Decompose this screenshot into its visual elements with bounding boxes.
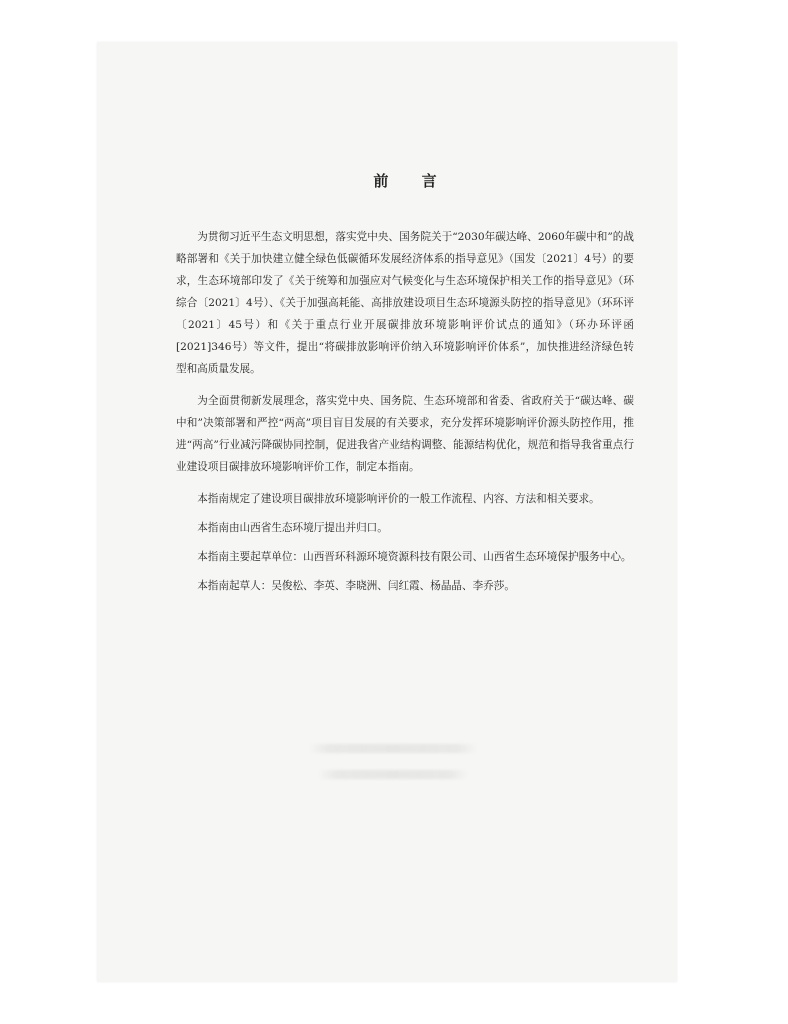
show-through-text	[318, 770, 468, 779]
show-through-text	[308, 744, 478, 753]
paragraph: 为贯彻习近平生态文明思想，落实党中央、国务院关于“2030年碳达峰、2060年碳中和”的战略部署和《关于加快建立健全绿色低碳循环发展经济体系的指导意见》（国发〔2021〕4号）的要求，生态环境部印发了《关于统筹和加强应对气候变化与生态环境保护相关工作的指导意见》（环综合〔2021〕4号）、《关于加强高耗能、高排放建设项目生态环境源头防控的指导意见》（环环评〔2021〕45号）和《关于重点行业开展碳排放环境影响评价试点的通知》（环办环评函[2021]346号）等文件，提出“将碳排放影响评价纳入环境影响评价体系”，加快推进经济绿色转型和高质量发展。	[176, 231, 634, 375]
paragraph: 本指南起草人：吴俊松、李英、李晓洲、闫红霞、杨晶晶、李乔莎。	[197, 580, 515, 592]
paragraph: 为全面贯彻新发展理念，落实党中央、国务院、生态环境部和省委、省政府关于“碳达峰、碳中和”决策部署和严控“两高”项目盲目发展的有关要求，充分发挥环境影响评价源头防控作用，推进“两高”行业减污降碳协同控制，促进我省产业结构调整、能源结构优化，规范和指导我省重点行业建设项目碳排放环境影响评价工作，制定本指南。	[176, 395, 634, 473]
paragraph: 本指南主要起草单位：山西晋环科源环境资源科技有限公司、山西省生态环境保护服务中心。	[197, 551, 632, 563]
page-content	[176, 170, 634, 604]
paragraph: 本指南规定了建设项目碳排放环境影响评价的一般工作流程、内容、方法和相关要求。	[197, 493, 600, 505]
paragraph: 本指南由山西省生态环境厅提出并归口。	[197, 522, 388, 534]
page-title: 前 言	[373, 172, 451, 190]
